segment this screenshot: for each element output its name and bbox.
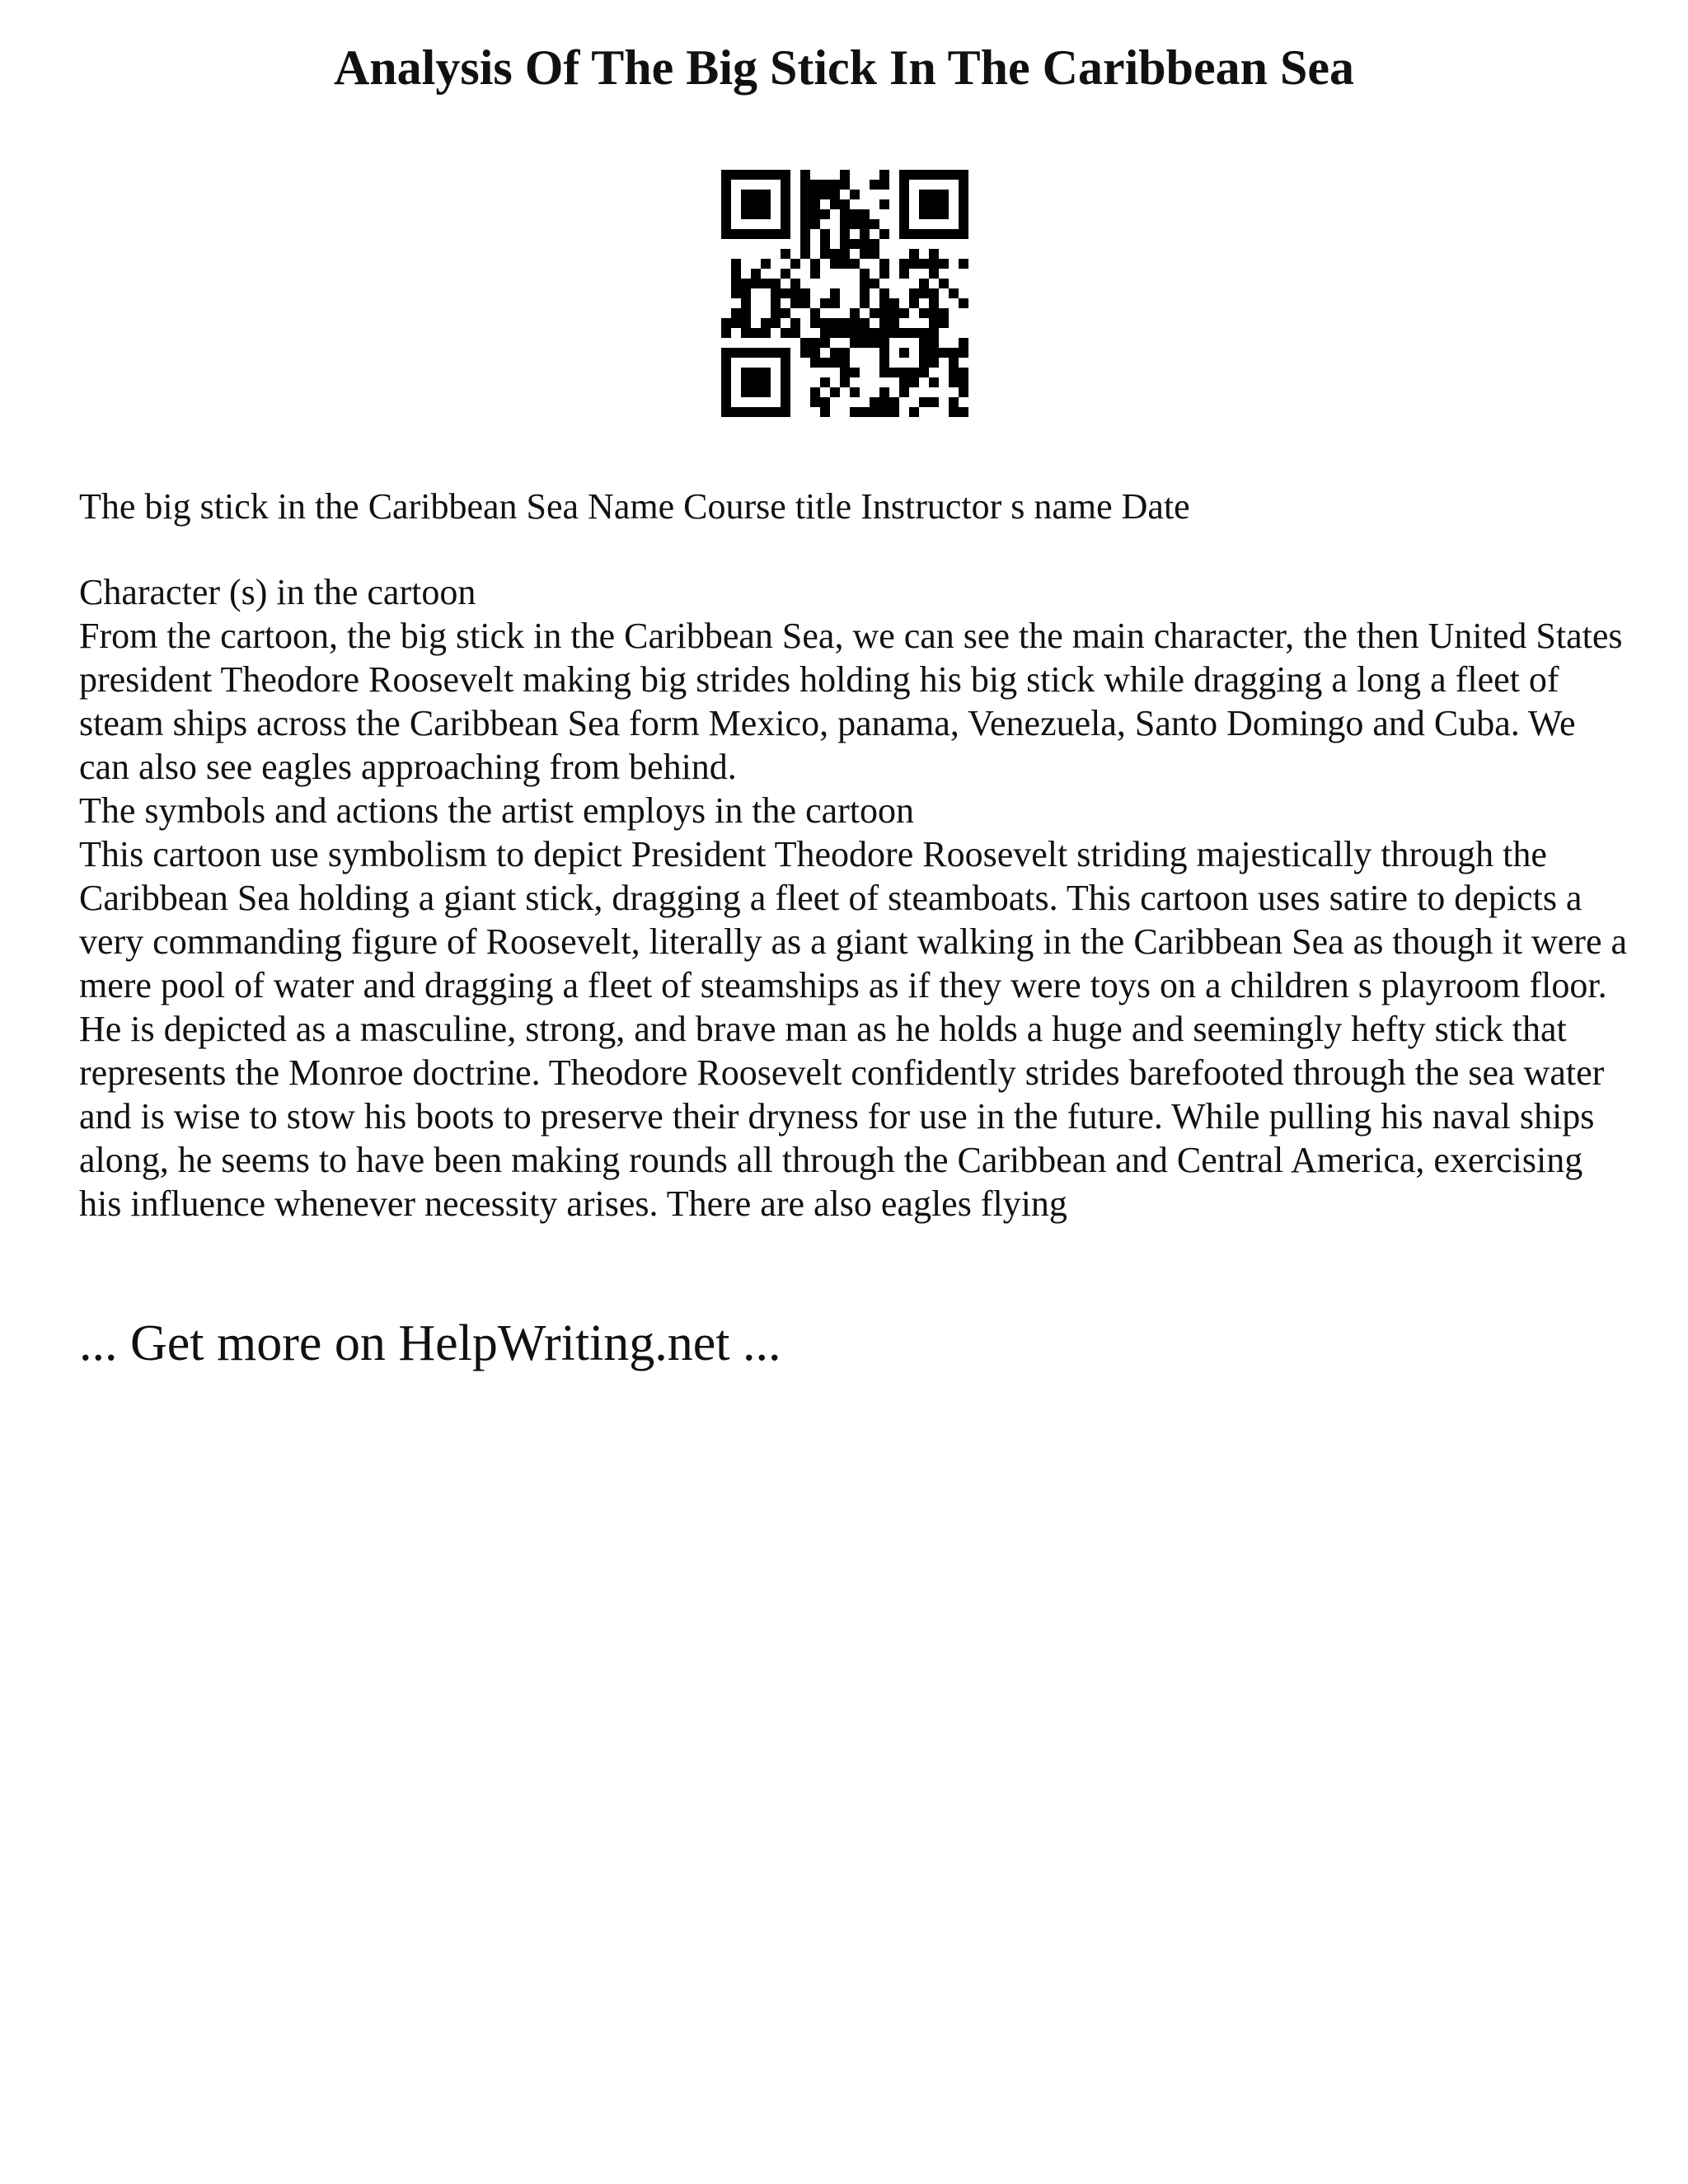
section-heading-characters: Character (s) in the cartoon bbox=[79, 572, 476, 612]
qr-code-icon bbox=[721, 170, 968, 417]
paragraph-characters: From the cartoon, the big stick in the Caribbean Sea, we can see the main character, the then United States president Theodore Roosevelt making big strides holding his big stick while dragging a long a fleet of steam ships across the Caribbean Sea form Mexico, panama, Venezuela, Santo Domingo and Cuba. We can also see eagles approaching from behind. bbox=[79, 616, 1623, 787]
document-body bbox=[79, 570, 1629, 1226]
document-title: Analysis Of The Big Stick In The Caribbean Sea bbox=[333, 40, 1355, 95]
document-header-line: The big stick in the Caribbean Sea Name Course title Instructor s name Date bbox=[79, 486, 1190, 527]
paragraph-symbols: This cartoon use symbolism to depict President Theodore Roosevelt striding majestically through the Caribbean Sea holding a giant stick, dragging a fleet of steamboats. This cartoon uses satire to depicts a very commanding figure of Roosevelt, literally as a giant walking in the Caribbean Sea as though it were a mere pool of water and dragging a fleet of steamships as if they were toys on a children s playroom floor. He is depicted as a masculine, strong, and brave man as he holds a huge and seemingly hefty stick that represents the Monroe doctrine. Theodore Roosevelt confidently strides barefooted through the sea water and is wise to stow his boots to preserve their dryness for use in the future. While pulling his naval ships along, he seems to have been making rounds all through the Caribbean and Central America, exercising his influence whenever necessity arises. There are also eagles flying bbox=[79, 834, 1628, 1224]
section-heading-symbols: The symbols and actions the artist employs in the cartoon bbox=[79, 790, 915, 831]
get-more-link[interactable]: ... Get more on HelpWriting.net ... bbox=[79, 1315, 781, 1371]
